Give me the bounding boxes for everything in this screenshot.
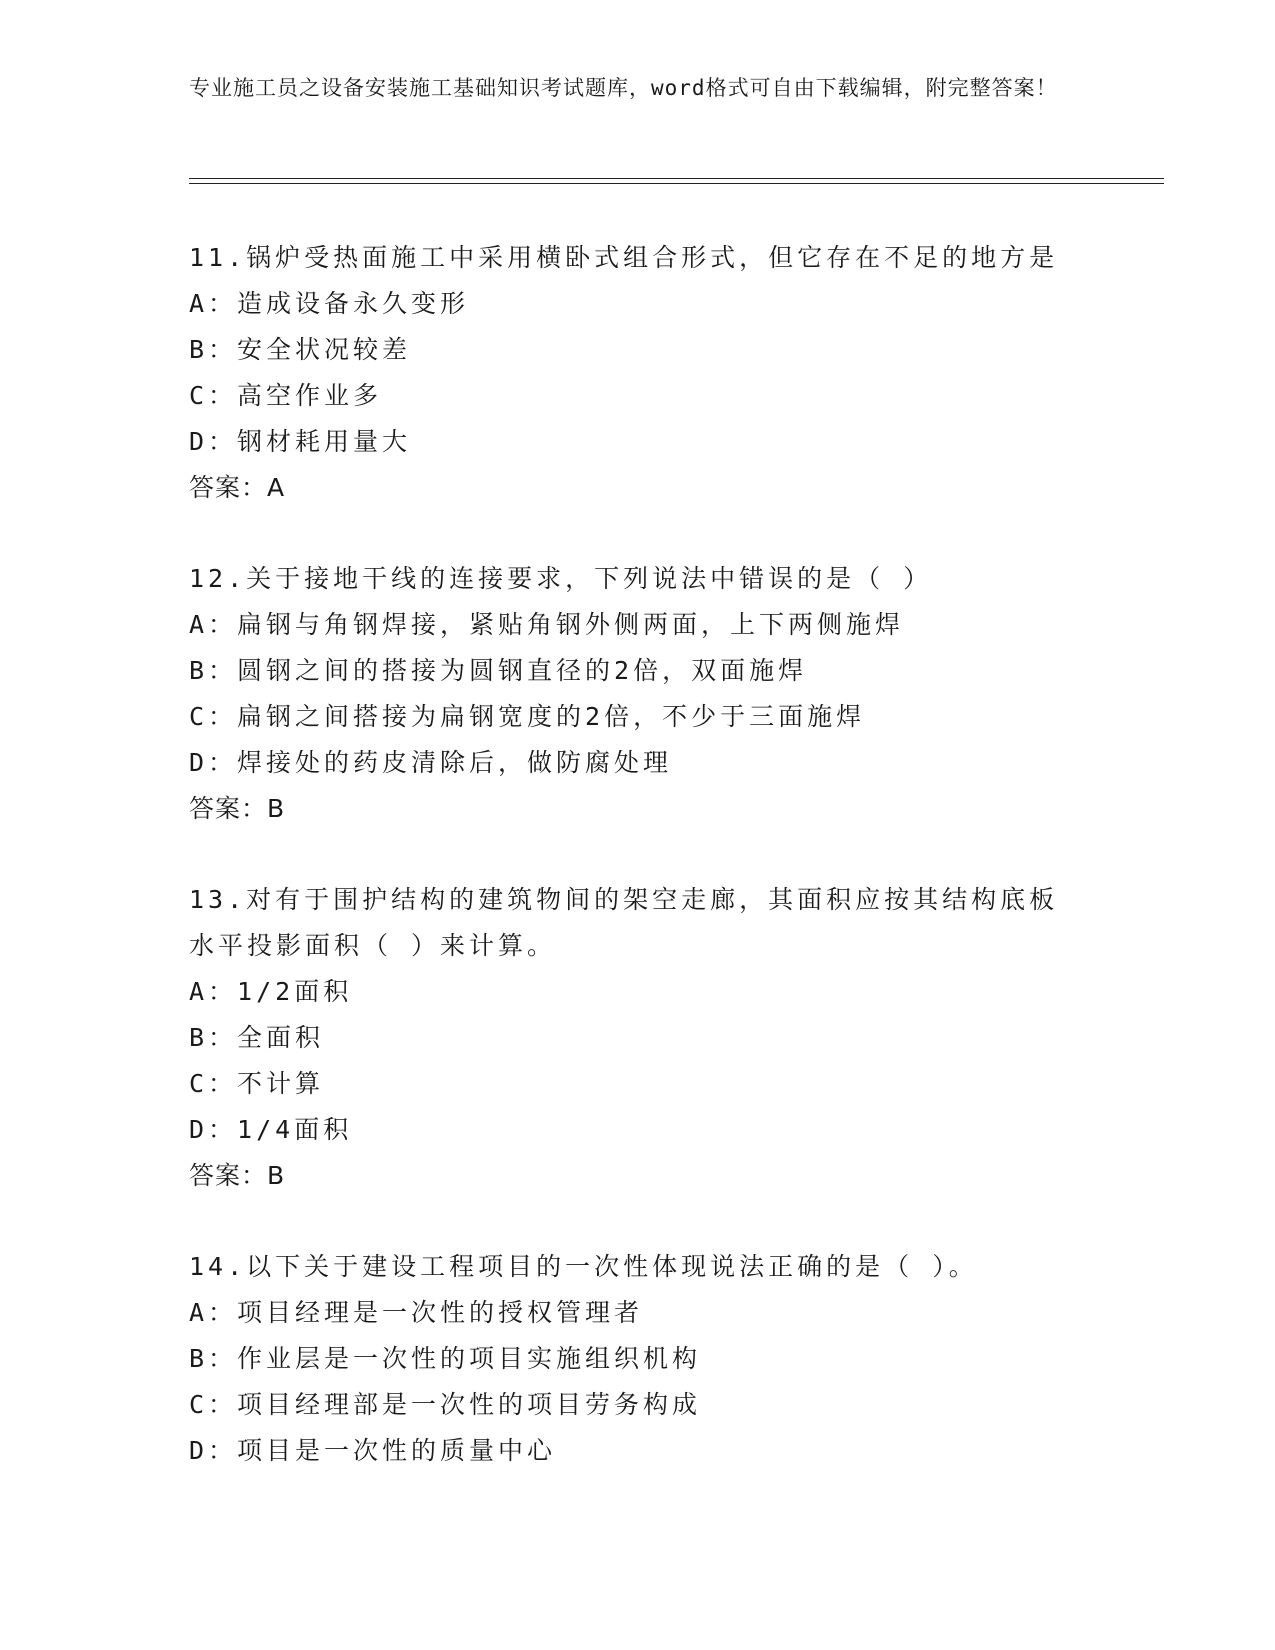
question-stem: 13.对有于围护结构的建筑物间的架空走廊，其面积应按其结构底板水平投影面积（ ）来计算。 [189, 885, 1059, 960]
question-14 [189, 1244, 1089, 1474]
option-a: A：1/2面积 [189, 977, 353, 1006]
option-c: C：不计算 [189, 1069, 325, 1098]
option-d: D：钢材耗用量大 [189, 427, 412, 456]
answer-line: 答案：B [189, 1161, 286, 1190]
option-b: B：圆钢之间的搭接为圆钢直径的2倍，双面施焊 [189, 656, 808, 685]
option-d: D：项目是一次性的质量中心 [189, 1436, 557, 1465]
question-stem: 11.锅炉受热面施工中采用横卧式组合形式，但它存在不足的地方是 [189, 243, 1059, 272]
option-d: D：焊接处的药皮清除后，做防腐处理 [189, 748, 673, 777]
option-a: A：扁钢与角钢焊接，紧贴角钢外侧两面，上下两侧施焊 [189, 610, 905, 639]
option-c: C：项目经理部是一次性的项目劳务构成 [189, 1390, 702, 1419]
option-a: A：造成设备永久变形 [189, 289, 470, 318]
header-divider-top [189, 178, 1164, 179]
question-13 [189, 877, 1089, 1199]
option-b: B：安全状况较差 [189, 335, 412, 364]
answer-line: 答案：A [189, 473, 286, 502]
question-stem: 14.以下关于建设工程项目的一次性体现说法正确的是（ ）。 [189, 1252, 978, 1281]
answer-line: 答案：B [189, 794, 286, 823]
option-d: D：1/4面积 [189, 1115, 353, 1144]
option-c: C：高空作业多 [189, 381, 383, 410]
option-c: C：扁钢之间搭接为扁钢宽度的2倍，不少于三面施焊 [189, 702, 866, 731]
option-b: B：作业层是一次性的项目实施组织机构 [189, 1344, 702, 1373]
header-divider-bottom [189, 183, 1164, 184]
document-header [189, 72, 1089, 105]
option-b: B：全面积 [189, 1023, 325, 1052]
header-text: 专业施工员之设备安装施工基础知识考试题库，word格式可自由下载编辑，附完整答案！ [189, 76, 1058, 100]
question-11 [189, 235, 1089, 511]
question-12 [189, 556, 1089, 832]
option-a: A：项目经理是一次性的授权管理者 [189, 1298, 644, 1327]
question-stem: 12.关于接地干线的连接要求，下列说法中错误的是（ ） [189, 564, 933, 593]
